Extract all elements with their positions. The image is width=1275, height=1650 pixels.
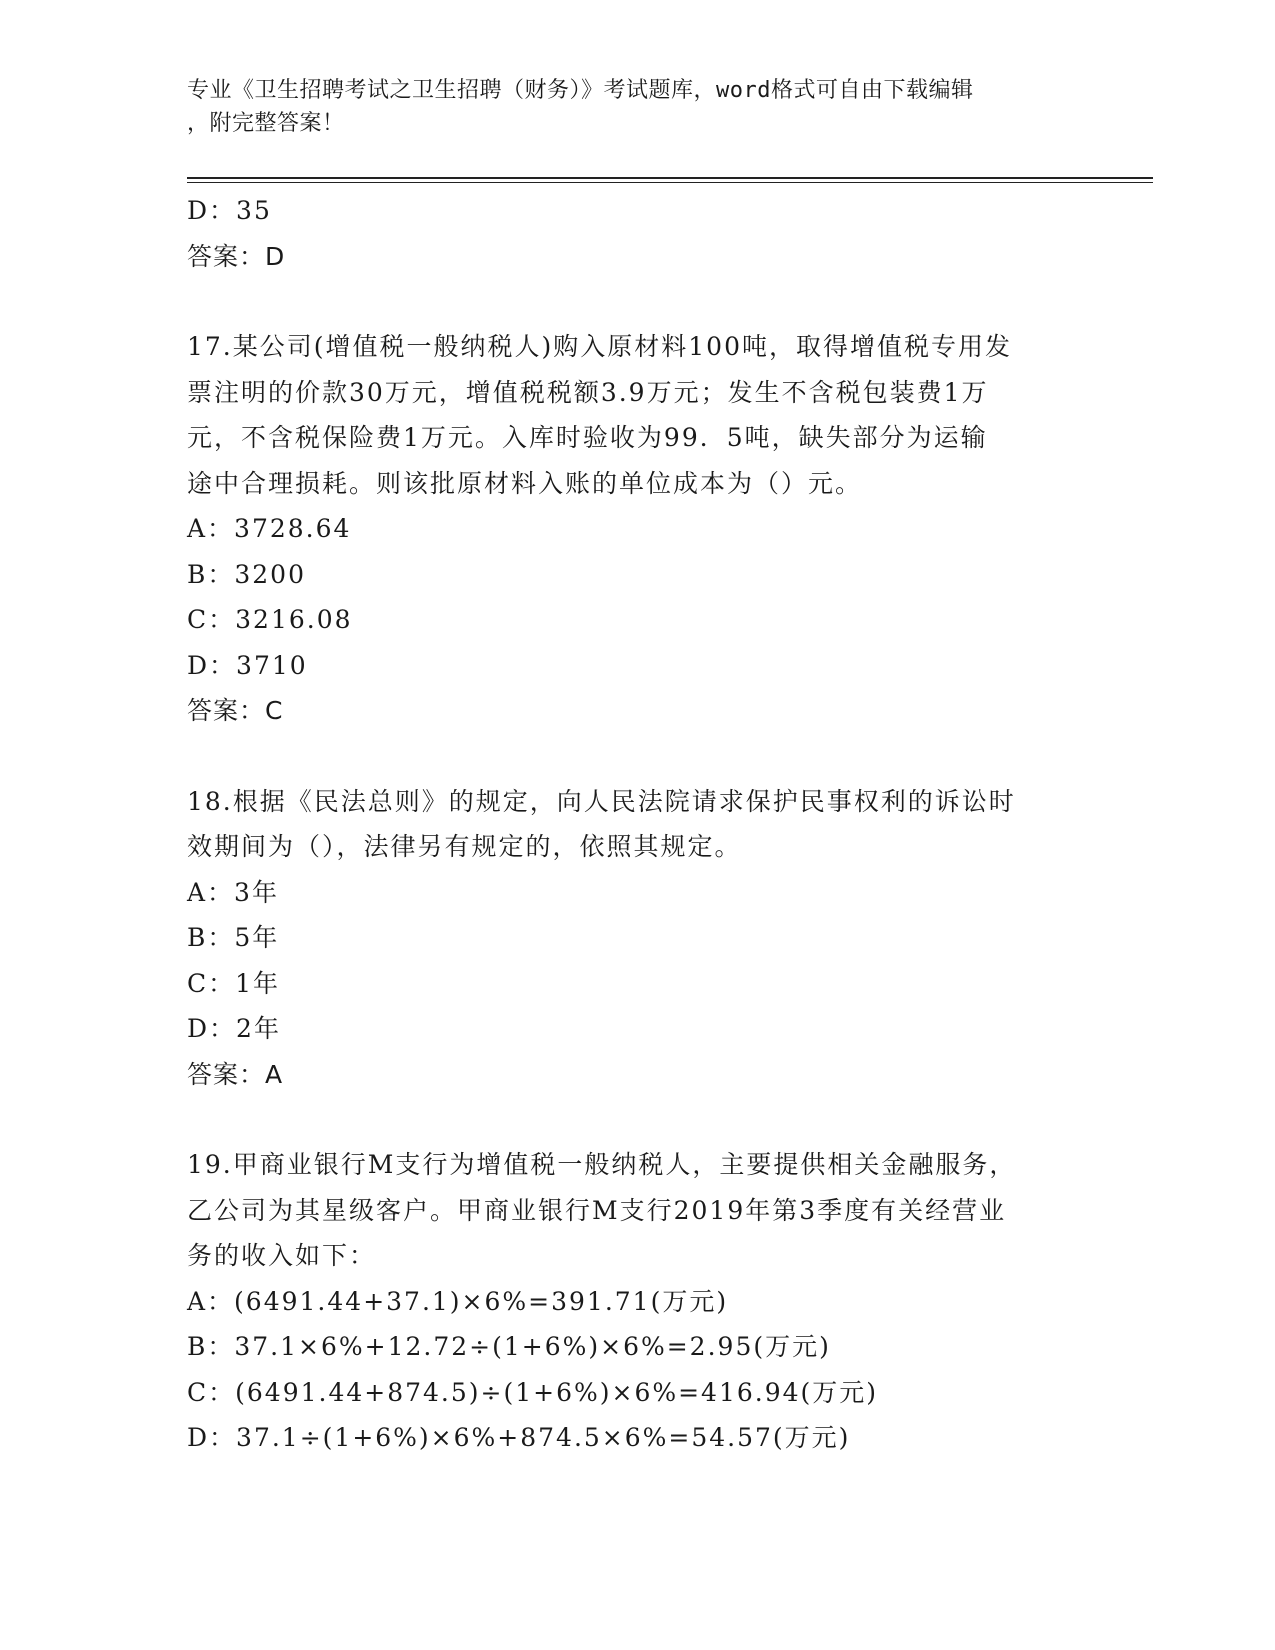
option-b: B：37.1×6%+12.72÷(1+6%)×6%=2.95(万元)	[187, 1332, 831, 1361]
option-c: C：3216.08	[187, 605, 353, 634]
option-c: C：(6491.44+874.5)÷(1+6%)×6%=416.94(万元)	[187, 1377, 879, 1407]
answer-line: 答案：D	[187, 241, 286, 271]
option-c: C：1年	[187, 968, 281, 998]
option-d: D：3710	[187, 650, 308, 680]
previous-question-tail	[187, 188, 1087, 279]
stem-line: 19.甲商业银行M支行为增值税一般纳税人，主要提供相关金融服务，	[187, 1150, 1017, 1179]
question-stem	[187, 1142, 1087, 1279]
question-stem	[187, 324, 1087, 506]
stem-line: 18.根据《民法总则》的规定，向人民法院请求保护民事权利的诉讼时	[187, 786, 1016, 816]
header-divider-thick	[187, 177, 1153, 179]
header-line-2: ，附完整答案！	[187, 111, 345, 136]
header-divider-thin	[187, 182, 1153, 183]
option-d: D：35	[187, 196, 272, 225]
stem-line: 乙公司为其星级客户。甲商业银行M支行2019年第3季度有关经营业	[187, 1195, 1007, 1225]
stem-line: 途中合理损耗。则该批原材料入账的单位成本为（）元。	[187, 468, 863, 498]
question-stem	[187, 779, 1087, 870]
stem-line: 效期间为（），法律另有规定的，依照其规定。	[187, 832, 742, 861]
answer-line: 答案：C	[187, 696, 284, 725]
stem-line: 票注明的价款30万元，增值税税额3.9万元；发生不含税包装费1万	[187, 377, 989, 407]
header-line-1: 专业《卫生招聘考试之卫生招聘（财务）》考试题库，word格式可自由下载编辑	[187, 78, 974, 103]
option-d: D：2年	[187, 1014, 281, 1043]
document-body	[187, 188, 1087, 1461]
stem-line: 务的收入如下：	[187, 1241, 377, 1270]
stem-line: 17.某公司(增值税一般纳税人)购入原材料100吨，取得增值税专用发	[187, 332, 1012, 361]
option-d: D：37.1÷(1+6%)×6%+874.5×6%=54.57(万元)	[187, 1423, 851, 1452]
document-header	[187, 74, 1067, 140]
option-a: A：3年	[187, 877, 279, 907]
question-17	[187, 324, 1087, 734]
option-b: B：5年	[187, 923, 280, 952]
option-a: A：3728.64	[187, 514, 352, 543]
question-18	[187, 779, 1087, 1098]
stem-line: 元，不含税保险费1万元。入库时验收为99．5吨，缺失部分为运输	[187, 423, 988, 452]
answer-line: 答案：A	[187, 1059, 284, 1089]
question-19	[187, 1142, 1087, 1461]
option-a: A：(6491.44+37.1)×6%=391.71(万元)	[187, 1286, 729, 1316]
option-b: B：3200	[187, 559, 306, 589]
